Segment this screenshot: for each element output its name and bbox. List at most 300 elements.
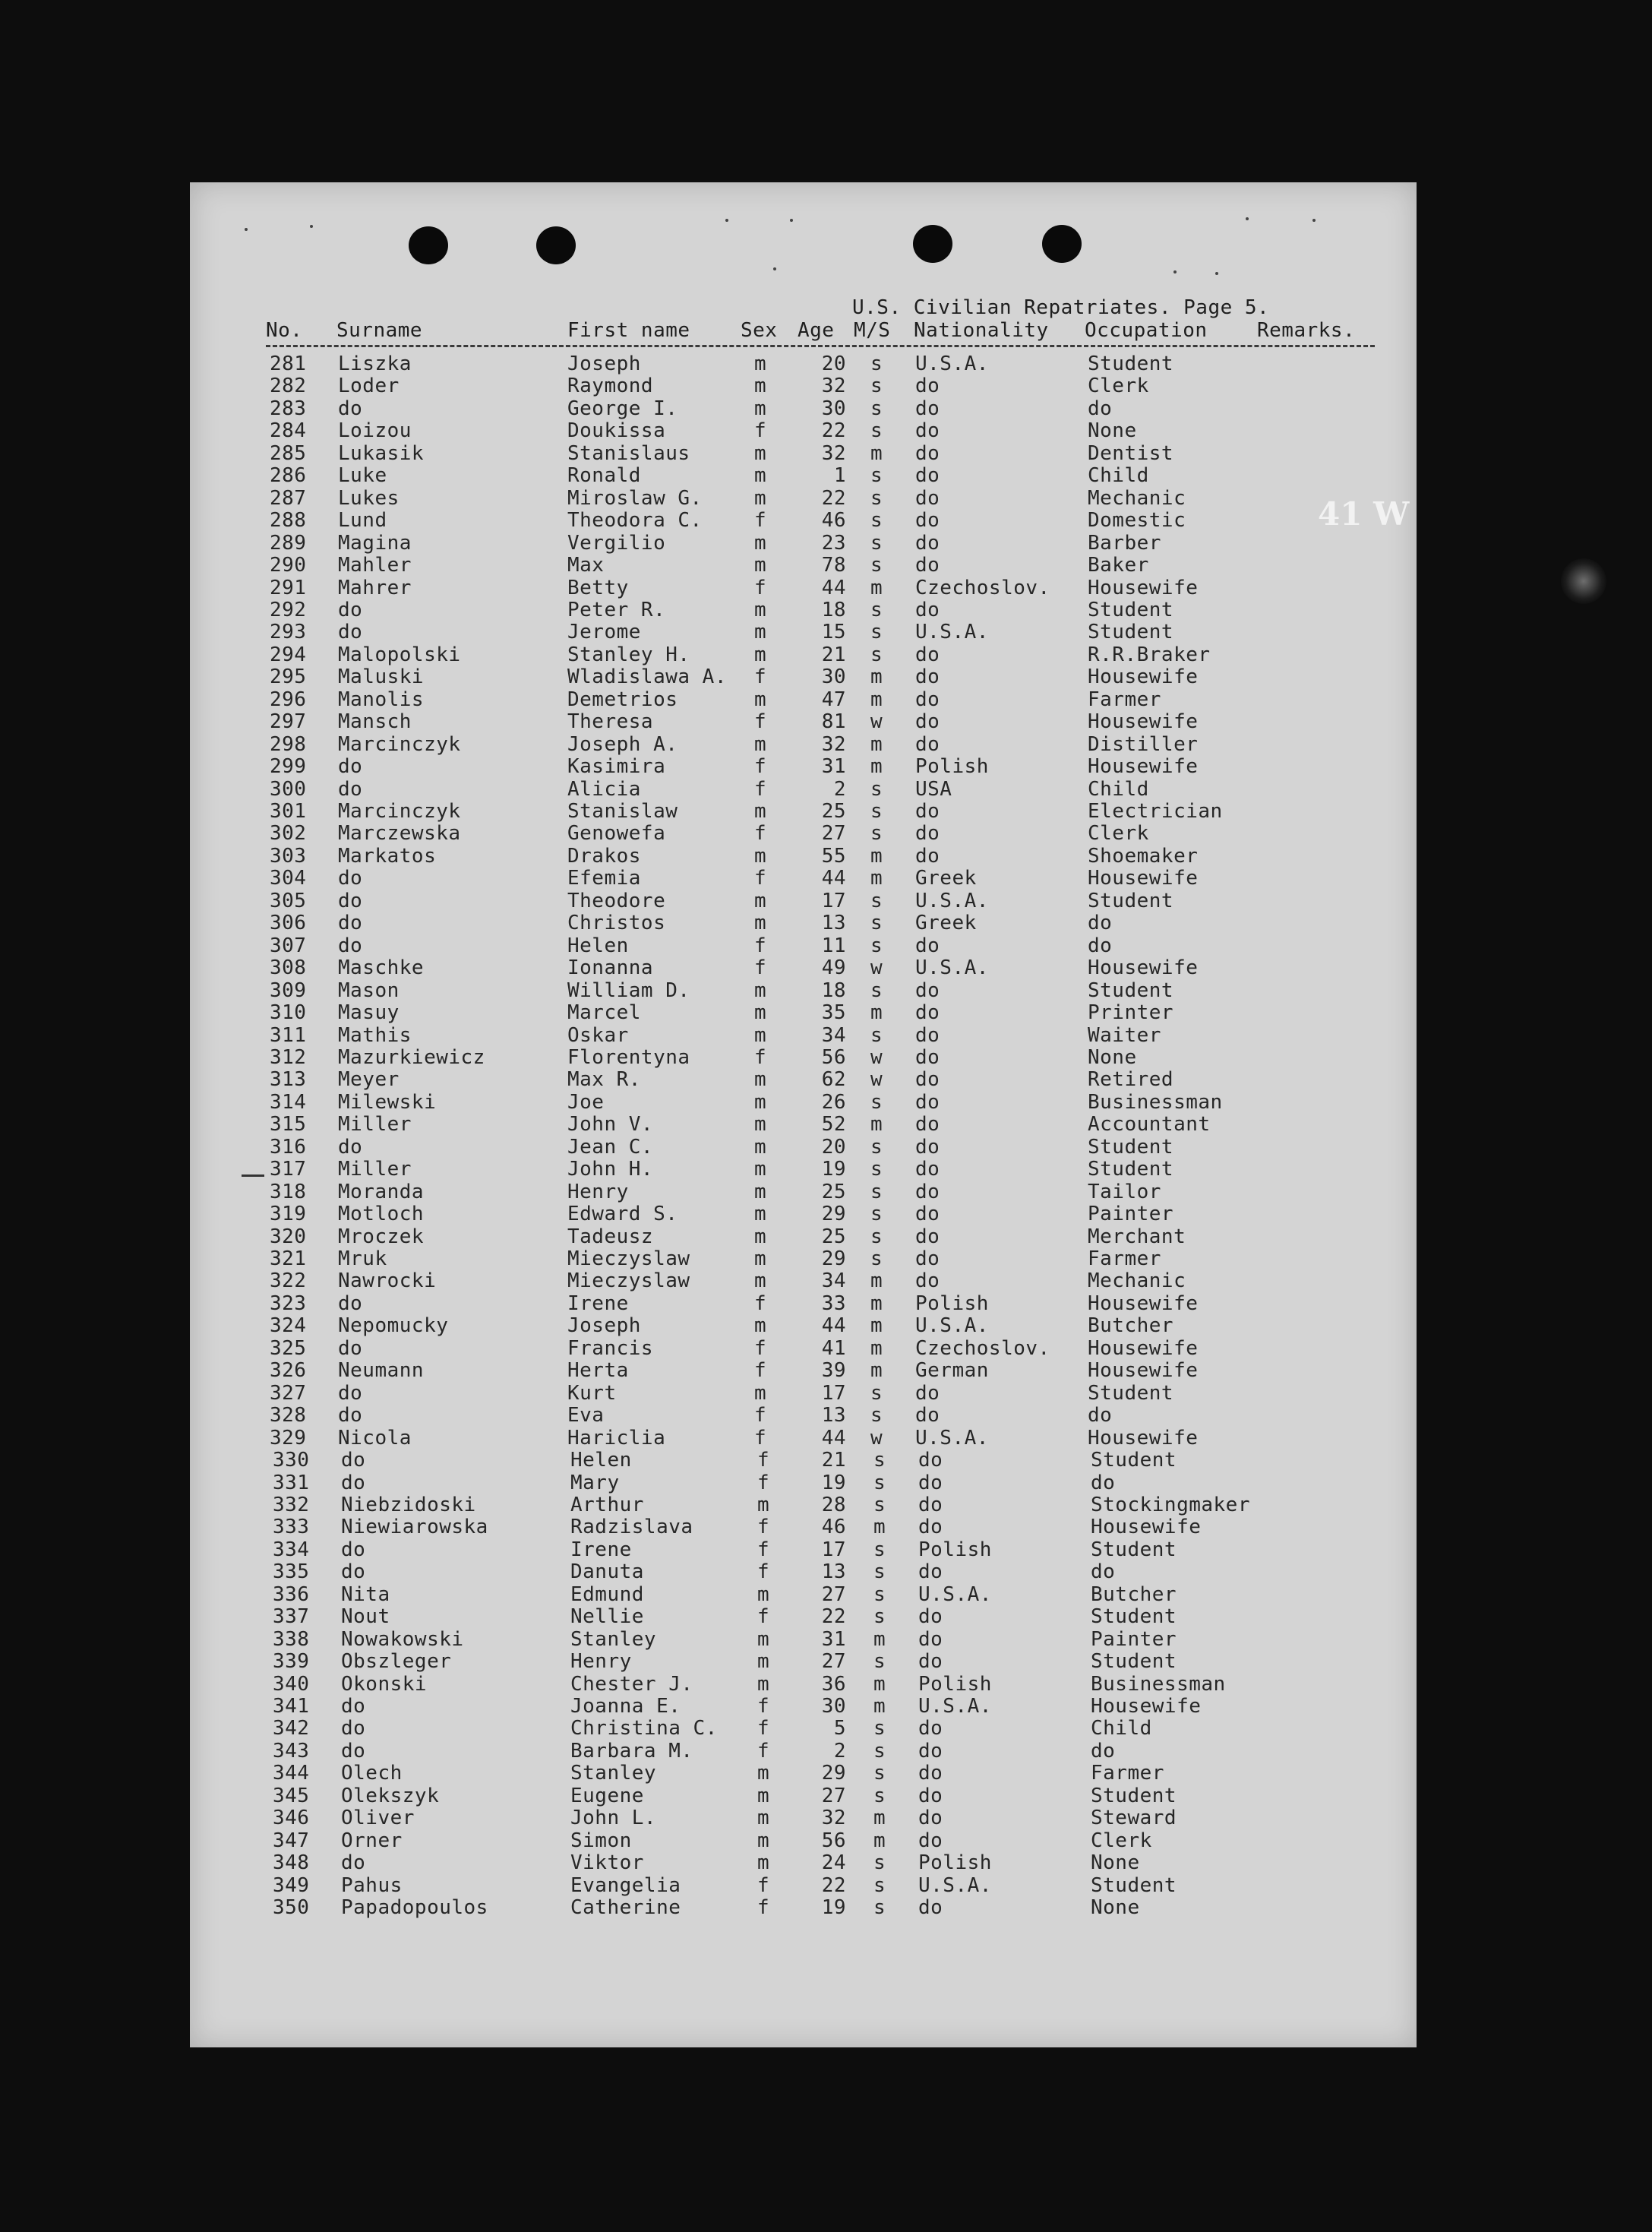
cell-surname: do	[338, 890, 363, 912]
cell-no: 307	[270, 934, 307, 957]
cell-occupation: Student	[1088, 979, 1174, 1002]
cell-first-name: William D.	[567, 979, 690, 1002]
cell-first-name: Danuta	[570, 1560, 644, 1583]
cell-ms: m	[870, 867, 883, 890]
cell-nationality: Polish	[918, 1851, 992, 1874]
page-title: U.S. Civilian Repatriates. Page 5.	[852, 296, 1270, 319]
cell-no: 345	[273, 1785, 310, 1807]
cell-ms: s	[870, 1136, 883, 1159]
cell-no: 347	[273, 1829, 310, 1852]
cell-first-name: Mary	[570, 1472, 620, 1494]
cell-first-name: Edward S.	[567, 1203, 678, 1225]
cell-surname: do	[341, 1472, 366, 1494]
cell-age: 19	[821, 1896, 846, 1919]
cell-age: 46	[821, 509, 846, 532]
header-no: No.	[266, 319, 303, 342]
cell-ms: s	[870, 979, 883, 1002]
cell-surname: Moranda	[338, 1181, 425, 1203]
cell-no: 306	[270, 912, 307, 934]
cell-ms: m	[870, 1292, 883, 1315]
cell-occupation: Child	[1088, 464, 1149, 487]
cell-age: 18	[821, 599, 846, 621]
cell-nationality: U.S.A.	[915, 621, 989, 643]
cell-age: 17	[821, 1538, 846, 1561]
cell-first-name: Helen	[570, 1449, 632, 1472]
cell-age: 36	[821, 1673, 846, 1696]
cell-surname: Miller	[338, 1158, 412, 1181]
cell-nationality: do	[915, 845, 940, 868]
cell-surname: Mason	[338, 979, 400, 1002]
cell-no: 302	[270, 822, 307, 845]
cell-first-name: Simon	[570, 1829, 632, 1852]
cell-nationality: do	[915, 1269, 940, 1292]
cell-first-name: Francis	[567, 1337, 654, 1360]
cell-occupation: Stockingmaker	[1091, 1494, 1250, 1516]
cell-occupation: Domestic	[1088, 509, 1186, 532]
cell-nationality: Polish	[918, 1673, 992, 1696]
cell-no: 316	[270, 1136, 307, 1159]
cell-age: 24	[821, 1851, 846, 1874]
cell-no: 349	[273, 1874, 310, 1897]
cell-ms: m	[870, 688, 883, 711]
cell-ms: s	[870, 800, 883, 823]
cell-sex: f	[757, 1717, 770, 1740]
cell-ms: w	[870, 1068, 883, 1091]
cell-no: 313	[270, 1068, 307, 1091]
cell-nationality: do	[915, 1225, 940, 1248]
cell-first-name: Tadeusz	[567, 1225, 654, 1248]
cell-surname: Markatos	[338, 845, 437, 868]
cell-age: 11	[821, 934, 846, 957]
cell-surname: Marczewska	[338, 822, 461, 845]
cell-nationality: do	[915, 442, 940, 465]
cell-no: 348	[273, 1851, 310, 1874]
cell-first-name: Stanislaw	[567, 800, 678, 823]
cell-age: 18	[821, 979, 846, 1002]
cell-ms: s	[870, 1203, 883, 1225]
margin-tick	[242, 1174, 264, 1177]
cell-nationality: Polish	[915, 1292, 989, 1315]
cell-ms: m	[873, 1673, 886, 1696]
cell-ms: s	[873, 1851, 886, 1874]
cell-occupation: Housewife	[1088, 1359, 1199, 1382]
cell-occupation: do	[1091, 1472, 1116, 1494]
cell-occupation: Child	[1091, 1717, 1152, 1740]
cell-first-name: Stanley	[570, 1628, 657, 1651]
cell-ms: s	[870, 912, 883, 934]
cell-nationality: Greek	[915, 867, 977, 890]
cell-age: 56	[821, 1046, 846, 1069]
cell-ms: s	[873, 1717, 886, 1740]
cell-ms: s	[873, 1538, 886, 1561]
cell-nationality: do	[915, 1113, 940, 1136]
cell-no: 305	[270, 890, 307, 912]
cell-ms: w	[870, 1046, 883, 1069]
cell-first-name: Alicia	[567, 778, 641, 801]
cell-no: 340	[273, 1673, 310, 1696]
cell-sex: m	[754, 688, 767, 711]
cell-first-name: Christina C.	[570, 1717, 718, 1740]
cell-occupation: Housewife	[1088, 665, 1199, 688]
cell-nationality: do	[915, 1158, 940, 1181]
cell-age: 29	[821, 1203, 846, 1225]
cell-first-name: Eva	[567, 1404, 605, 1427]
cell-age: 81	[821, 710, 846, 733]
cell-no: 330	[273, 1449, 310, 1472]
cell-sex: m	[757, 1650, 770, 1673]
cell-surname: Liszka	[338, 353, 412, 375]
cell-first-name: Helen	[567, 934, 629, 957]
cell-age: 22	[821, 419, 846, 442]
cell-age: 22	[821, 487, 846, 510]
cell-surname: Mahler	[338, 554, 412, 577]
cell-sex: m	[754, 733, 767, 756]
cell-occupation: Businessman	[1088, 1091, 1223, 1114]
cell-sex: f	[754, 1337, 767, 1360]
cell-no: 295	[270, 665, 307, 688]
cell-sex: m	[757, 1762, 770, 1785]
cell-sex: f	[754, 778, 767, 801]
cell-first-name: Max	[567, 554, 605, 577]
cell-sex: f	[754, 1046, 767, 1069]
cell-ms: s	[870, 934, 883, 957]
cell-sex: m	[754, 1382, 767, 1405]
cell-occupation: Child	[1088, 778, 1149, 801]
cell-occupation: Clerk	[1088, 375, 1149, 397]
cell-nationality: do	[915, 397, 940, 420]
cell-occupation: None	[1088, 419, 1137, 442]
cell-first-name: Wladislawa A.	[567, 665, 727, 688]
cell-first-name: Chester J.	[570, 1673, 693, 1696]
cell-ms: w	[870, 710, 883, 733]
cell-sex: f	[757, 1516, 770, 1538]
cell-nationality: do	[915, 1091, 940, 1114]
cell-nationality: do	[915, 464, 940, 487]
cell-occupation: Businessman	[1091, 1673, 1226, 1696]
cell-surname: do	[338, 867, 363, 890]
cell-ms: s	[873, 1449, 886, 1472]
cell-age: 25	[821, 800, 846, 823]
cell-sex: m	[754, 599, 767, 621]
cell-no: 331	[273, 1472, 310, 1494]
cell-sex: m	[757, 1829, 770, 1852]
cell-surname: Nicola	[338, 1427, 412, 1450]
cell-sex: m	[754, 643, 767, 666]
cell-age: 22	[821, 1605, 846, 1628]
cell-sex: f	[757, 1874, 770, 1897]
cell-surname: Papadopoulos	[341, 1896, 488, 1919]
cell-sex: f	[754, 867, 767, 890]
cell-ms: s	[870, 1225, 883, 1248]
cell-nationality: do	[918, 1449, 943, 1472]
cell-first-name: Oskar	[567, 1024, 629, 1047]
cell-first-name: Henry	[567, 1181, 629, 1203]
cell-surname: Lund	[338, 509, 387, 532]
cell-surname: Maschke	[338, 956, 425, 979]
cell-first-name: Mieczyslaw	[567, 1247, 690, 1270]
cell-no: 294	[270, 643, 307, 666]
cell-ms: m	[873, 1628, 886, 1651]
cell-nationality: do	[915, 1404, 940, 1427]
cell-ms: s	[870, 509, 883, 532]
cell-age: 27	[821, 1583, 846, 1606]
cell-sex: m	[754, 621, 767, 643]
cell-age: 2	[833, 778, 846, 801]
cell-ms: s	[870, 419, 883, 442]
cell-first-name: Irene	[567, 1292, 629, 1315]
cell-occupation: Merchant	[1088, 1225, 1186, 1248]
cell-age: 13	[821, 1404, 846, 1427]
cell-ms: w	[870, 956, 883, 979]
cell-sex: m	[754, 1247, 767, 1270]
cell-occupation: Housewife	[1088, 577, 1199, 599]
cell-sex: f	[754, 1404, 767, 1427]
cell-occupation: Housewife	[1088, 1292, 1199, 1315]
cell-age: 33	[821, 1292, 846, 1315]
cell-surname: do	[338, 397, 363, 420]
cell-first-name: George I.	[567, 397, 678, 420]
cell-nationality: U.S.A.	[915, 956, 989, 979]
cell-age: 55	[821, 845, 846, 868]
cell-no: 343	[273, 1740, 310, 1763]
cell-ms: m	[870, 1269, 883, 1292]
cell-nationality: do	[918, 1472, 943, 1494]
cell-first-name: Peter R.	[567, 599, 666, 621]
cell-sex: f	[757, 1449, 770, 1472]
cell-no: 328	[270, 1404, 307, 1427]
cell-nationality: do	[915, 1203, 940, 1225]
cell-sex: m	[754, 890, 767, 912]
cell-surname: do	[338, 912, 363, 934]
cell-age: 32	[821, 442, 846, 465]
cell-first-name: Hariclia	[567, 1427, 666, 1450]
cell-surname: Marcinczyk	[338, 800, 461, 823]
cell-surname: Marcinczyk	[338, 733, 461, 756]
cell-surname: Mahrer	[338, 577, 412, 599]
cell-surname: Nepomucky	[338, 1314, 449, 1337]
cell-occupation: do	[1091, 1740, 1116, 1763]
cell-occupation: Electrician	[1088, 800, 1223, 823]
cell-no: 314	[270, 1091, 307, 1114]
cell-first-name: Henry	[570, 1650, 632, 1673]
cell-ms: s	[870, 778, 883, 801]
cell-nationality: do	[915, 1046, 940, 1069]
cell-no: 326	[270, 1359, 307, 1382]
cell-age: 20	[821, 1136, 846, 1159]
cell-nationality: do	[918, 1807, 943, 1829]
cell-occupation: Housewife	[1088, 710, 1199, 733]
cell-ms: m	[870, 1113, 883, 1136]
cell-age: 25	[821, 1225, 846, 1248]
cell-sex: f	[754, 710, 767, 733]
cell-first-name: Christos	[567, 912, 666, 934]
cell-surname: do	[338, 778, 363, 801]
cell-age: 20	[821, 353, 846, 375]
cell-age: 41	[821, 1337, 846, 1360]
cell-occupation: Butcher	[1091, 1583, 1177, 1606]
cell-sex: m	[757, 1673, 770, 1696]
cell-ms: m	[870, 442, 883, 465]
cell-first-name: Demetrios	[567, 688, 678, 711]
cell-first-name: Catherine	[570, 1896, 681, 1919]
cell-age: 32	[821, 375, 846, 397]
cell-age: 27	[821, 1785, 846, 1807]
cell-sex: m	[757, 1785, 770, 1807]
cell-sex: m	[754, 464, 767, 487]
cell-no: 329	[270, 1427, 307, 1450]
cell-surname: Neumann	[338, 1359, 425, 1382]
cell-ms: m	[870, 665, 883, 688]
cell-occupation: Student	[1088, 1382, 1174, 1405]
cell-age: 22	[821, 1874, 846, 1897]
cell-occupation: Student	[1091, 1650, 1177, 1673]
cell-sex: f	[757, 1740, 770, 1763]
cell-age: 26	[821, 1091, 846, 1114]
cell-surname: do	[338, 1337, 363, 1360]
cell-surname: Orner	[341, 1829, 403, 1852]
cell-no: 296	[270, 688, 307, 711]
cell-occupation: Farmer	[1088, 1247, 1161, 1270]
cell-age: 17	[821, 890, 846, 912]
cell-sex: m	[754, 532, 767, 555]
cell-no: 309	[270, 979, 307, 1002]
cell-sex: m	[757, 1807, 770, 1829]
cell-ms: s	[870, 890, 883, 912]
cell-occupation: Student	[1088, 621, 1174, 643]
cell-surname: Pahus	[341, 1874, 403, 1897]
cell-surname: do	[338, 599, 363, 621]
cell-age: 15	[821, 621, 846, 643]
cell-nationality: do	[915, 710, 940, 733]
cell-age: 78	[821, 554, 846, 577]
cell-nationality: do	[918, 1516, 943, 1538]
cell-first-name: Viktor	[570, 1851, 644, 1874]
cell-first-name: Joanna E.	[570, 1695, 681, 1718]
cell-sex: m	[757, 1494, 770, 1516]
cell-occupation: Clerk	[1088, 822, 1149, 845]
cell-sex: f	[754, 1359, 767, 1382]
cell-sex: f	[754, 822, 767, 845]
cell-surname: Maluski	[338, 665, 425, 688]
cell-first-name: Theodora C.	[567, 509, 703, 532]
cell-occupation: Student	[1091, 1605, 1177, 1628]
cell-occupation: Student	[1088, 599, 1174, 621]
cell-occupation: Mechanic	[1088, 1269, 1186, 1292]
cell-nationality: Czechoslov.	[915, 577, 1050, 599]
cell-no: 323	[270, 1292, 307, 1315]
cell-age: 27	[821, 822, 846, 845]
cell-surname: Mansch	[338, 710, 412, 733]
cell-first-name: Irene	[570, 1538, 632, 1561]
cell-nationality: USA	[915, 778, 952, 801]
cell-no: 317	[270, 1158, 307, 1181]
cell-occupation: Housewife	[1088, 867, 1199, 890]
cell-nationality: do	[915, 375, 940, 397]
page-stamp: 41 W	[1318, 495, 1410, 533]
cell-age: 1	[833, 464, 846, 487]
cell-ms: s	[873, 1605, 886, 1628]
cell-occupation: Farmer	[1091, 1762, 1164, 1785]
cell-sex: f	[754, 755, 767, 778]
cell-first-name: Eugene	[570, 1785, 644, 1807]
cell-age: 30	[821, 665, 846, 688]
cell-occupation: Student	[1088, 1136, 1174, 1159]
cell-no: 292	[270, 599, 307, 621]
cell-ms: s	[873, 1583, 886, 1606]
cell-no: 289	[270, 532, 307, 555]
cell-ms: m	[870, 1337, 883, 1360]
cell-nationality: U.S.A.	[915, 890, 989, 912]
cell-nationality: do	[918, 1785, 943, 1807]
cell-no: 337	[273, 1605, 310, 1628]
cell-occupation: Housewife	[1091, 1695, 1202, 1718]
cell-no: 342	[273, 1717, 310, 1740]
cell-occupation: do	[1088, 934, 1113, 957]
cell-first-name: Evangelia	[570, 1874, 681, 1897]
cell-ms: s	[870, 1247, 883, 1270]
cell-nationality: U.S.A.	[915, 1427, 989, 1450]
cell-ms: s	[873, 1560, 886, 1583]
cell-sex: m	[754, 1225, 767, 1248]
cell-no: 334	[273, 1538, 310, 1561]
cell-nationality: do	[918, 1829, 943, 1852]
cell-surname: do	[341, 1695, 366, 1718]
cell-first-name: Kasimira	[567, 755, 666, 778]
cell-sex: m	[754, 1068, 767, 1091]
cell-age: 23	[821, 532, 846, 555]
cell-sex: m	[757, 1851, 770, 1874]
cell-first-name: Radzislava	[570, 1516, 693, 1538]
cell-first-name: Ronald	[567, 464, 641, 487]
cell-sex: f	[754, 509, 767, 532]
cell-ms: s	[870, 1404, 883, 1427]
cell-surname: Motloch	[338, 1203, 425, 1225]
cell-surname: Miller	[338, 1113, 412, 1136]
cell-first-name: Ionanna	[567, 956, 654, 979]
cell-ms: s	[870, 487, 883, 510]
cell-surname: do	[341, 1717, 366, 1740]
cell-occupation: Housewife	[1088, 1337, 1199, 1360]
cell-no: 300	[270, 778, 307, 801]
cell-first-name: Arthur	[570, 1494, 644, 1516]
cell-no: 310	[270, 1001, 307, 1024]
cell-occupation: Student	[1091, 1538, 1177, 1561]
cell-ms: s	[873, 1494, 886, 1516]
cell-ms: s	[870, 1158, 883, 1181]
cell-surname: Mathis	[338, 1024, 412, 1047]
cell-first-name: Theodore	[567, 890, 666, 912]
cell-age: 49	[821, 956, 846, 979]
cell-sex: f	[757, 1695, 770, 1718]
cell-ms: m	[870, 1359, 883, 1382]
cell-first-name: Doukissa	[567, 419, 666, 442]
cell-first-name: Raymond	[567, 375, 654, 397]
cell-nationality: Czechoslov.	[915, 1337, 1050, 1360]
cell-ms: s	[870, 1091, 883, 1114]
cell-sex: f	[757, 1605, 770, 1628]
cell-age: 47	[821, 688, 846, 711]
cell-first-name: John V.	[567, 1113, 654, 1136]
cell-first-name: Miroslaw G.	[567, 487, 703, 510]
cell-first-name: Genowefa	[567, 822, 666, 845]
cell-occupation: Student	[1091, 1449, 1177, 1472]
cell-age: 28	[821, 1494, 846, 1516]
cell-nationality: do	[915, 1181, 940, 1203]
cell-sex: m	[754, 487, 767, 510]
cell-occupation: do	[1088, 397, 1113, 420]
cell-occupation: Retired	[1088, 1068, 1174, 1091]
cell-no: 304	[270, 867, 307, 890]
